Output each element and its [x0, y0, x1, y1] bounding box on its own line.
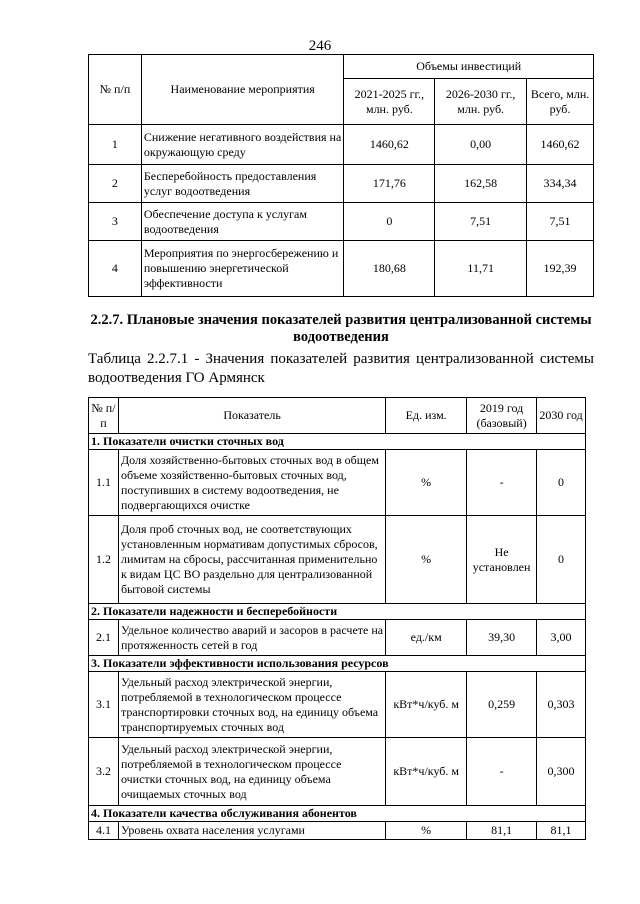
row-indicator: Уровень охвата населения услугами	[118, 822, 385, 840]
col-header-indicator: Показатель	[118, 398, 385, 434]
table-row	[89, 165, 594, 203]
row-period1: 1460,62	[344, 125, 435, 165]
group-header-row	[89, 434, 586, 450]
row-name: Мероприятия по энергосбережению и повышению энергетической эффективности	[141, 241, 344, 297]
row-period1: 0	[344, 203, 435, 241]
row-period2: 7,51	[435, 203, 527, 241]
section-heading: 2.2.7. Плановые значения показателей развития централизованной системы водоотведения	[90, 312, 592, 345]
col-header-name: Наименование мероприятия	[141, 55, 344, 125]
row-indicator: Удельный расход электрической энергии, потребляемой в технологическом процессе очистки сточных вод, на единицу объема очищаемых сточных вод	[118, 738, 385, 806]
page-number: 246	[308, 38, 332, 54]
row-num: 4.1	[89, 822, 119, 840]
row-2019: 0,259	[467, 672, 537, 738]
row-unit: %	[386, 450, 467, 516]
col-header-period1: 2021-2025 гг., млн. руб.	[344, 79, 435, 125]
row-indicator: Доля хозяйственно-бытовых сточных вод в общем объеме хозяйственно-бытовых сточных вод, поступивших в систему водоотведения, не подвергающихся очистке	[118, 450, 385, 516]
row-2019: -	[467, 450, 537, 516]
row-num: 3.1	[89, 672, 119, 738]
row-total: 192,39	[527, 241, 594, 297]
table-row	[89, 241, 594, 297]
col-header-2019: 2019 год (базовый)	[467, 398, 537, 434]
row-period2: 0,00	[435, 125, 527, 165]
row-name: Обеспечение доступа к услугам водоотведения	[141, 203, 344, 241]
group-header-row	[89, 656, 586, 672]
table-row	[89, 738, 586, 806]
row-name: Снижение негативного воздействия на окружающую среду	[141, 125, 344, 165]
col-header-2030: 2030 год	[537, 398, 586, 434]
col-header-total: Всего, млн. руб.	[527, 79, 594, 125]
row-total: 1460,62	[527, 125, 594, 165]
group-title: 2. Показатели надежности и бесперебойности	[89, 604, 586, 620]
group-title: 3. Показатели эффективности использования ресурсов	[89, 656, 586, 672]
table-row	[89, 450, 586, 516]
group-header-row	[89, 806, 586, 822]
row-2019: Не установлен	[467, 516, 537, 604]
row-total: 334,34	[527, 165, 594, 203]
table-row	[89, 672, 586, 738]
row-num: 2	[89, 165, 142, 203]
row-indicator: Доля проб сточных вод, не соответствующих установленным нормативам допустимых сбросов, лимитам на сбросы, рассчитанная применительно к видам ЦС ВО раздельно для централизованной бытовой системы	[118, 516, 385, 604]
row-period1: 180,68	[344, 241, 435, 297]
row-indicator: Удельное количество аварий и засоров в расчете на протяженность сетей в год	[118, 620, 385, 656]
row-num: 1.1	[89, 450, 119, 516]
row-2019: 39,30	[467, 620, 537, 656]
table-row	[89, 203, 594, 241]
row-2019: -	[467, 738, 537, 806]
row-name: Бесперебойность предоставления услуг водоотведения	[141, 165, 344, 203]
row-unit: %	[386, 516, 467, 604]
row-indicator: Удельный расход электрической энергии, потребляемой в технологическом процессе транспортировки сточных вод, на единицу объема транспортируемых сточных вод	[118, 672, 385, 738]
row-period2: 11,71	[435, 241, 527, 297]
row-num: 3.2	[89, 738, 119, 806]
row-2030: 0,300	[537, 738, 586, 806]
row-2030: 0	[537, 516, 586, 604]
row-num: 4	[89, 241, 142, 297]
row-period2: 162,58	[435, 165, 527, 203]
row-unit: кВт*ч/куб. м	[386, 672, 467, 738]
col-header-num: № п/п	[89, 398, 119, 434]
row-2030: 81,1	[537, 822, 586, 840]
row-num: 1	[89, 125, 142, 165]
row-2030: 0	[537, 450, 586, 516]
col-header-unit: Ед. изм.	[386, 398, 467, 434]
row-num: 1.2	[89, 516, 119, 604]
row-unit: %	[386, 822, 467, 840]
row-unit: ед./км	[386, 620, 467, 656]
row-2030: 3,00	[537, 620, 586, 656]
table-row	[89, 822, 586, 840]
group-title: 4. Показатели качества обслуживания абонентов	[89, 806, 586, 822]
table-row	[89, 516, 586, 604]
row-2019: 81,1	[467, 822, 537, 840]
col-header-investments: Объемы инвестиций	[344, 55, 594, 79]
group-header-row	[89, 604, 586, 620]
row-2030: 0,303	[537, 672, 586, 738]
row-unit: кВт*ч/куб. м	[386, 738, 467, 806]
col-header-num: № п/п	[89, 55, 142, 125]
row-period1: 171,76	[344, 165, 435, 203]
row-num: 2.1	[89, 620, 119, 656]
row-num: 3	[89, 203, 142, 241]
indicators-table	[88, 397, 586, 840]
table-row	[89, 620, 586, 656]
table-row	[89, 125, 594, 165]
table-caption: Таблица 2.2.7.1 - Значения показателей развития централизованной системы водоотведения ГО Армянск	[88, 351, 594, 386]
investment-table	[88, 54, 594, 297]
group-title: 1. Показатели очистки сточных вод	[89, 434, 586, 450]
row-total: 7,51	[527, 203, 594, 241]
col-header-period2: 2026-2030 гг., млн. руб.	[435, 79, 527, 125]
